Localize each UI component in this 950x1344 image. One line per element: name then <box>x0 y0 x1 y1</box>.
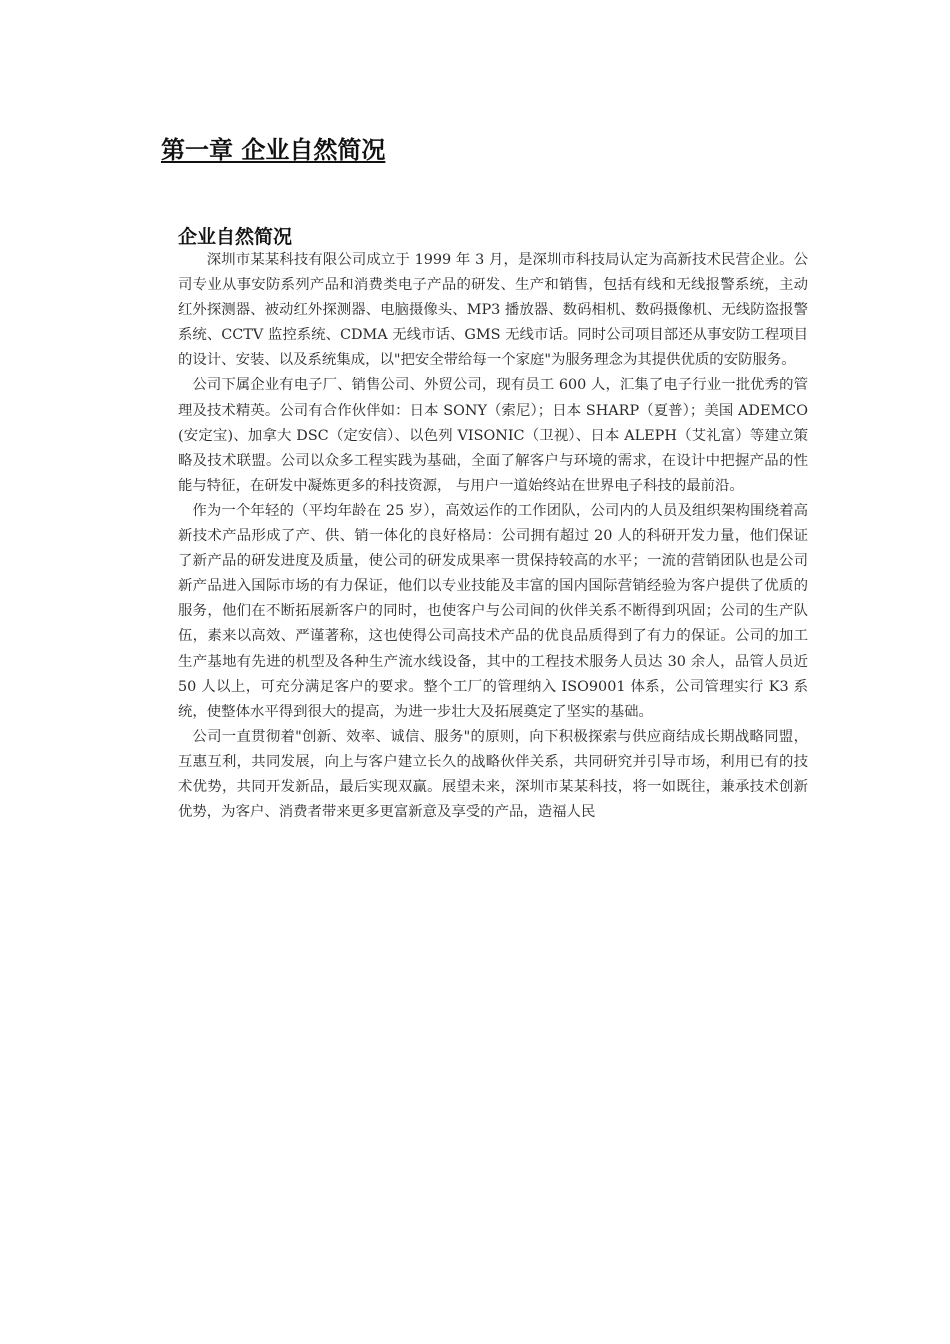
paragraph-team: 作为一个年轻的（平均年龄在 25 岁），高效运作的工作团队，公司内的人员及组织架构围绕着高新技术产品形成了产、供、销一体化的良好格局：公司拥有超过 20 人的科研开发力量，他们保证了新产品的研发进度及质量，使公司的研发成果率一贯保持较高的水平；一流的营销团队也是公司新产品进入国际市场的有力保证，他们以专业技能及丰富的国内国际营销经验为客户提供了优质的服务，他们在不断拓展新客户的同时，也使客户与公司间的伙伴关系不断得到巩固；公司的生产队伍，素来以高效、严谨著称，这也使得公司高技术产品的优良品质得到了有力的保证。公司的加工生产基地有先进的机型及各种生产流水线设备，其中的工程技术服务人员达 30 余人，品管人员近 50 人以上，可充分满足客户的要求。整个工厂的管理纳入 ISO9001 体系，公司管理实行 K3 系统，使整体水平得到很大的提高，为进一步壮大及拓展奠定了坚实的基础。 <box>178 502 808 720</box>
chapter-title: 第一章 企业自然简况 <box>161 136 386 164</box>
paragraph-company-overview: 深圳市某某科技有限公司成立于 1999 年 3 月，是深圳市科技局认定为高新技术民营企业。公司专业从事安防系列产品和消费类电子产品的研发、生产和销售，包括有线和无线报警系统，主动红外探测器、被动红外探测器、电脑摄像头、MP3 播放器、数码相机、数码摄像机、无线防盗报警系统、CCTV 监控系统、CDMA 无线市话、GMS 无线市话。同时公司项目部还从事安防工程项目的设计、安装、以及系统集成，以"把安全带给每一个家庭"为服务理念为其提供优质的安防服务。 <box>178 252 808 369</box>
paragraph-principles: 公司一直贯彻着"创新、效率、诚信、服务"的原则，向下积极探索与供应商结成长期战略同盟，互惠互利，共同发展，向上与客户建立长久的战略伙伴关系，共同研究并引导市场，利用已有的技术优势，共同开发新品，最后实现双赢。展望未来，深圳市某某科技，将一如既往，兼承技术创新优势，为客户、消费者带来更多更富新意及享受的产品，造福人民 <box>178 728 808 821</box>
paragraph-partners: 公司下属企业有电子厂、销售公司、外贸公司，现有员工 600 人，汇集了电子行业一批优秀的管理及技术精英。公司有合作伙伴如：日本 SONY（索尼）；日本 SHARP（夏普）；美国 ADEMCO(安定宝)、加拿大 DSC（定安信）、以色列 VISONIC（卫视）、日本 ALEPH（艾礼富）等建立策略及技术联盟。公司以众多工程实践为基础，全面了解客户与环境的需求，在设计中把握产品的性能与特征，在研发中凝炼更多的科技资源， 与用户一道始终站在世界电子科技的最前沿。 <box>178 377 808 494</box>
section-title: 企业自然简况 <box>178 226 293 248</box>
body-text <box>178 248 808 825</box>
